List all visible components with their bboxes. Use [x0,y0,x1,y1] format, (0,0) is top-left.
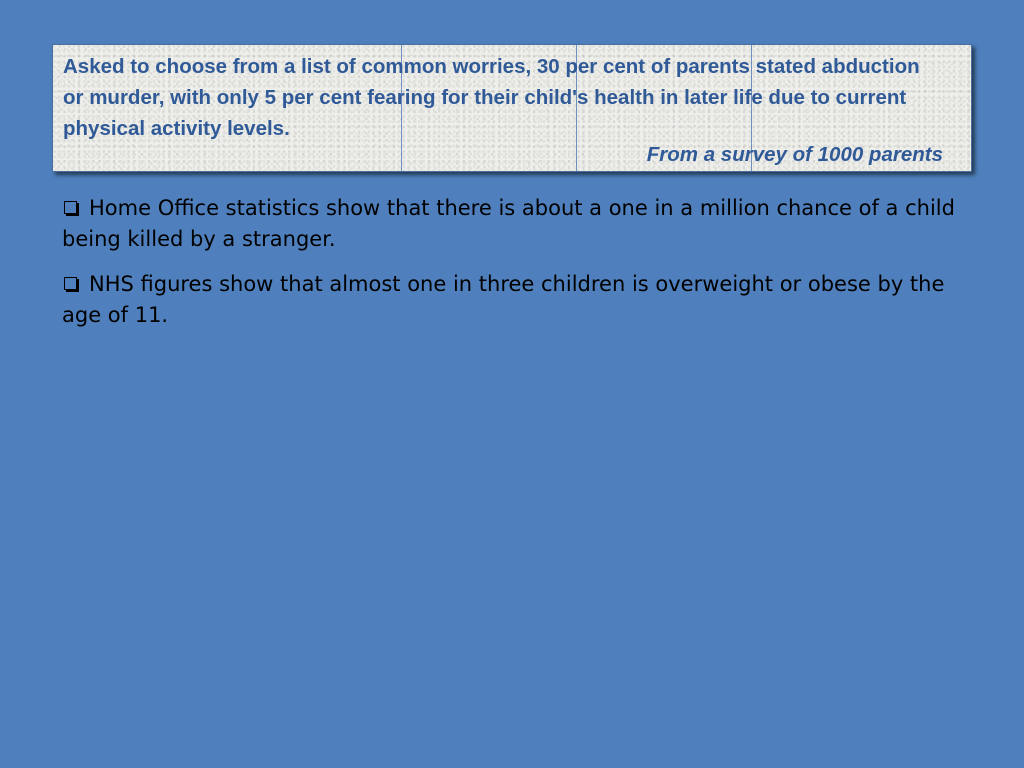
quote-text: Asked to choose from a list of common worries, 30 per cent of parents stated abduction or murder, with only 5 per cent fearing for their child's health in later life due to current physical activity levels. [63,55,920,140]
bullet-list [62,193,962,345]
checkbox-square-icon [64,277,77,290]
bullet-text: Home Office statistics show that there is about a one in a million chance of a child being killed by a stranger. [62,196,955,251]
bullet-item [62,269,962,331]
quote-source: From a survey of 1000 parents [646,143,943,166]
quote-box [52,44,972,172]
bullet-text: NHS figures show that almost one in three children is overweight or obese by the age of 11. [62,272,945,327]
bullet-item [62,193,962,255]
checkbox-square-icon [64,201,77,214]
